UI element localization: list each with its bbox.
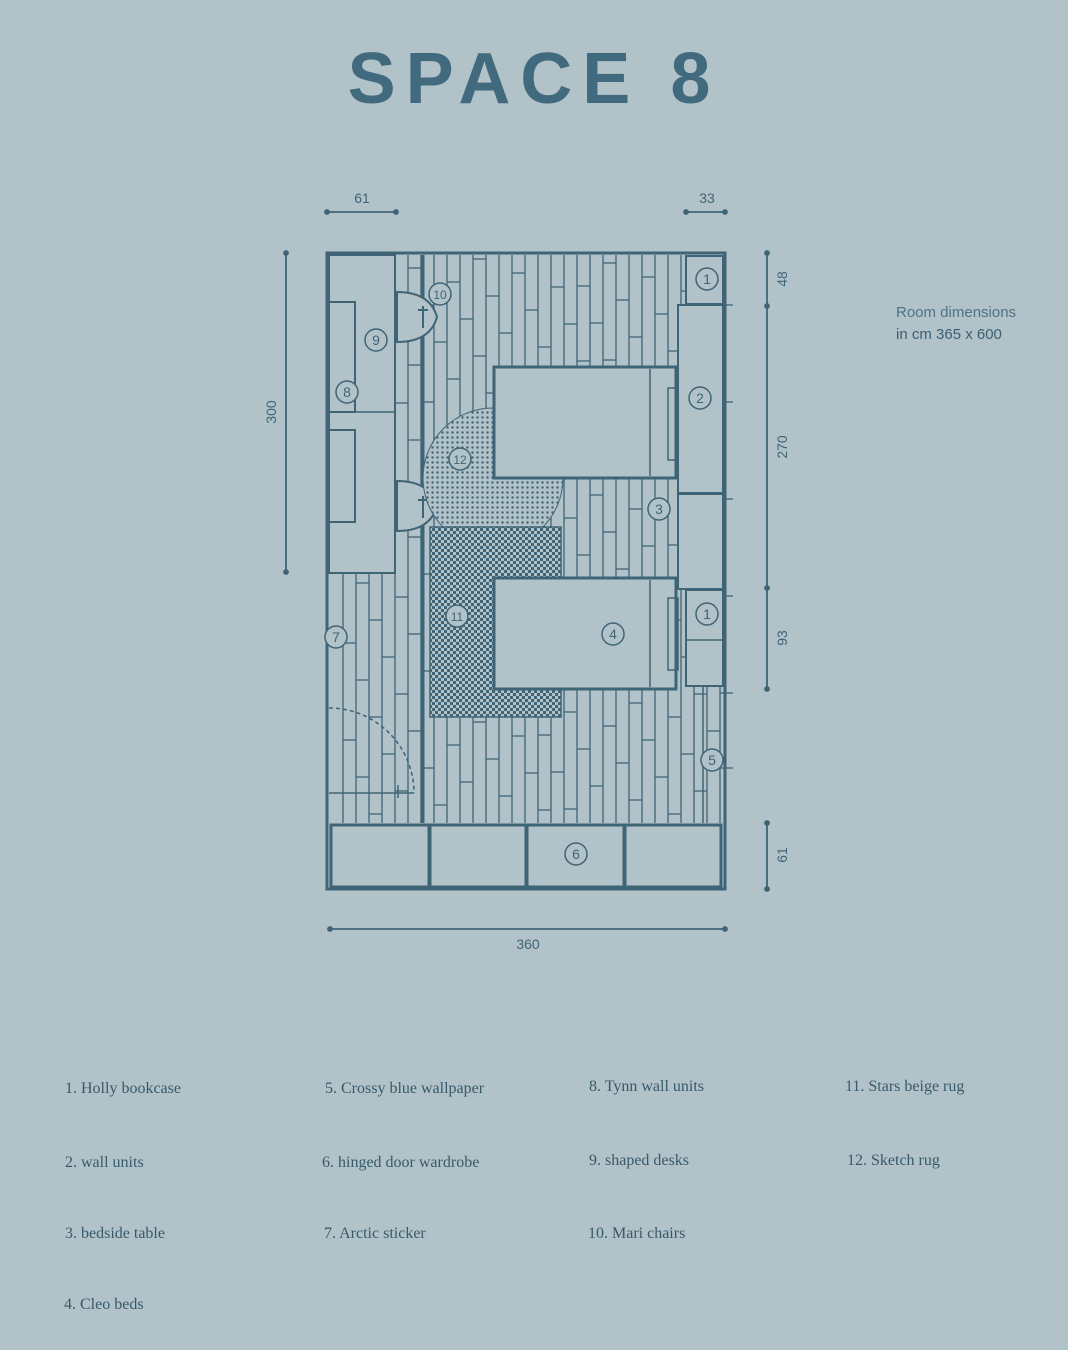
marker-10 <box>429 283 451 305</box>
marker-label: 7 <box>332 629 340 645</box>
marker-3 <box>648 498 670 520</box>
dim-right-1: 48 <box>774 271 790 287</box>
marker-label: 3 <box>655 501 663 517</box>
legend-item-4: 4. Cleo beds <box>64 1296 144 1313</box>
marker-label: 4 <box>609 626 617 642</box>
marker-12 <box>449 448 471 470</box>
page-title: SPACE 8 <box>347 39 721 119</box>
legend-item-11: 11. Stars beige rug <box>845 1078 965 1095</box>
marker-4 <box>602 623 624 645</box>
marker-label: 12 <box>453 453 467 467</box>
legend-item-3: 3. bedside table <box>65 1225 165 1242</box>
tynn-wall-units <box>329 255 395 573</box>
room-dimensions-value: in cm 365 x 600 <box>896 326 1002 343</box>
marker-8 <box>336 381 358 403</box>
marker-label: 1 <box>703 271 711 287</box>
legend-item-7: 7. Arctic sticker <box>324 1225 426 1242</box>
dim-top-left: 61 <box>354 190 370 206</box>
dim-right-3: 93 <box>774 630 790 646</box>
marker-label: 2 <box>696 390 704 406</box>
marker-6 <box>565 843 587 865</box>
legend-item-1: 1. Holly bookcase <box>65 1080 181 1097</box>
legend-item-5: 5. Crossy blue wallpaper <box>325 1080 485 1097</box>
marker-2 <box>689 387 711 409</box>
legend-item-6: 6. hinged door wardrobe <box>322 1154 480 1171</box>
marker-label: 10 <box>433 288 447 302</box>
marker-label: 5 <box>708 752 716 768</box>
legend-item-9: 9. shaped desks <box>589 1152 689 1169</box>
marker-1 <box>696 268 718 290</box>
dim-top-right: 33 <box>699 190 715 206</box>
room-dimensions <box>896 302 1016 346</box>
dim-left: 300 <box>263 400 279 424</box>
marker-label: 11 <box>450 610 464 624</box>
legend-item-8: 8. Tynn wall units <box>589 1078 705 1095</box>
legend-item-2: 2. wall units <box>65 1154 144 1171</box>
marker-label: 1 <box>703 606 711 622</box>
marker-label: 9 <box>372 332 380 348</box>
room-dimensions-label: Room dimensions <box>896 304 1017 321</box>
door <box>329 708 414 798</box>
legend-item-12: 12. Sketch rug <box>847 1152 940 1169</box>
marker-label: 8 <box>343 384 351 400</box>
marker-11 <box>446 605 468 627</box>
marker-7 <box>325 626 347 648</box>
hinged-door-wardrobe <box>331 825 721 887</box>
marker-1 <box>696 603 718 625</box>
marker-label: 6 <box>572 846 580 862</box>
dim-right-2: 270 <box>774 435 790 459</box>
marker-5 <box>701 749 723 771</box>
marker-9 <box>365 329 387 351</box>
dim-right-4: 61 <box>774 847 790 863</box>
legend-item-10: 10. Mari chairs <box>588 1225 686 1242</box>
dim-bottom: 360 <box>516 936 540 952</box>
